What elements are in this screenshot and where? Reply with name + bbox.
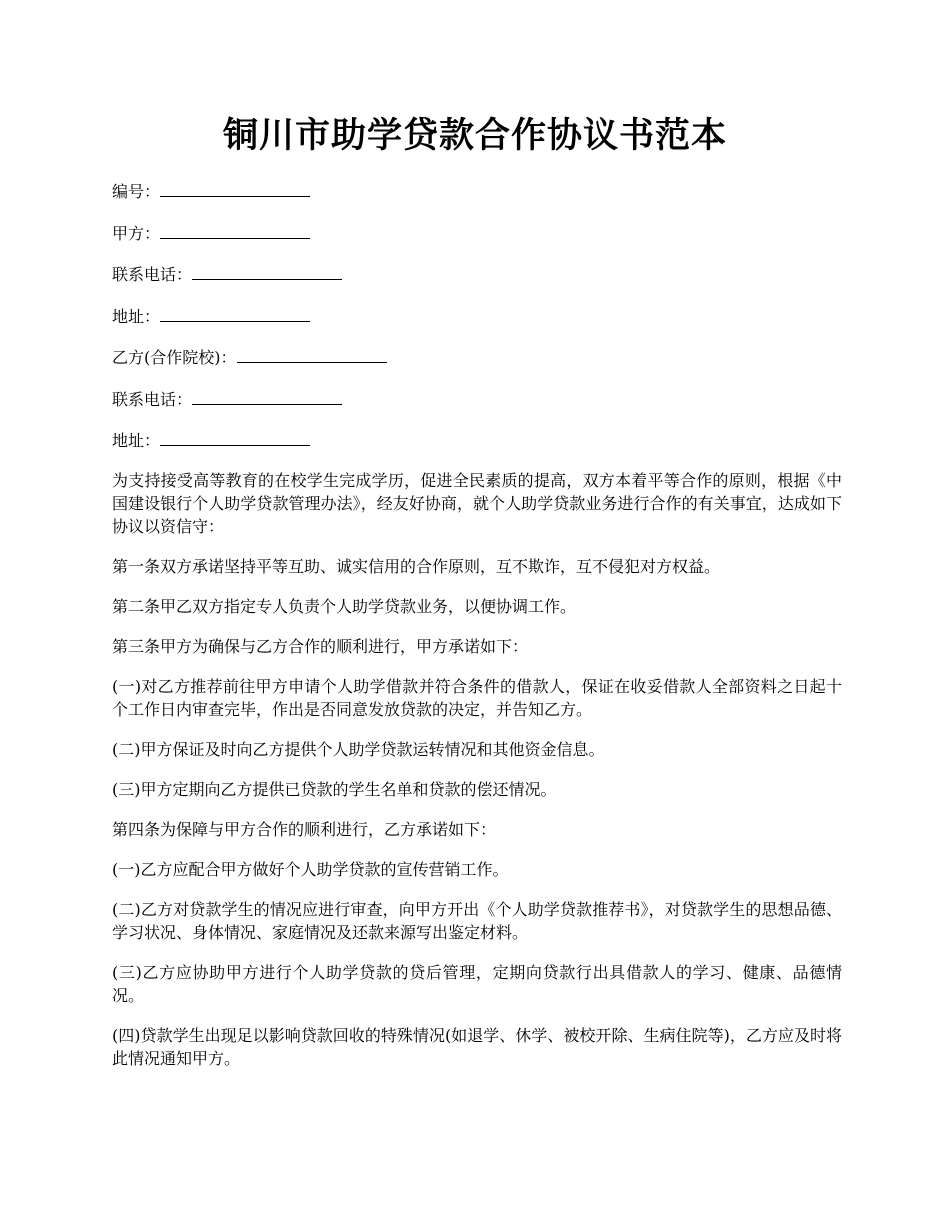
blank-line: [160, 178, 310, 197]
paragraph-article-4-item-1: (一)乙方应配合甲方做好个人助学贷款的宣传营销工作。: [112, 859, 509, 879]
blank-line: [160, 303, 310, 322]
paragraph-preamble: 为支持接受高等教育的在校学生完成学历，促进全民素质的提高，双方本着平等合作的原则，根据《中国建设银行个人助学贷款管理办法》，经友好协商，就个人助学贷款业务进行合作的有关事宜，达成如下协议以资信守：: [112, 470, 842, 536]
paragraph-article-4-item-2: (二)乙方对贷款学生的情况应进行审查，向甲方开出《个人助学贷款推荐书》，对贷款学生的思想品德、学习状况、身体情况、家庭情况及还款来源写出鉴定材料。: [112, 899, 842, 942]
document-title: 铜川市助学贷款合作协议书范本: [222, 115, 727, 156]
paragraph-article-4-item-3: (三)乙方应协助甲方进行个人助学贷款的贷后管理，定期向贷款行出具借款人的学习、健康、品德情况。: [112, 962, 842, 1005]
paragraph-article-3-item-3: (三)甲方定期向乙方提供已贷款的学生名单和贷款的偿还情况。: [112, 779, 557, 799]
field-serial-number: [112, 178, 842, 202]
paragraph-article-2: 第二条甲乙双方指定专人负责个人助学贷款业务，以便协调工作。: [112, 596, 577, 616]
paragraph-article-3-item-1: (一)对乙方推荐前往甲方申请个人助学借款并符合条件的借款人，保证在收妥借款人全部资料之日起十个工作日内审查完毕，作出是否同意发放贷款的决定，并告知乙方。: [112, 676, 842, 719]
field-label: 地址：: [112, 431, 161, 450]
blank-line: [160, 427, 310, 446]
field-party-b-address: [112, 427, 842, 451]
blank-line: [192, 261, 342, 280]
field-label: 甲方：: [112, 223, 161, 243]
field-label: 乙方(合作院校)：: [112, 348, 237, 367]
field-label: 联系电话：: [112, 265, 193, 284]
field-label: 联系电话：: [112, 389, 193, 409]
blank-line: [160, 220, 310, 239]
field-party-b: [112, 344, 842, 368]
field-party-a: [112, 220, 842, 244]
field-party-b-phone: [112, 386, 842, 410]
paragraph-article-4-item-4: (四)贷款学生出现足以影响贷款回收的特殊情况(如退学、休学、被校开除、生病住院等)，乙方应及时将此情况通知甲方。: [112, 1025, 842, 1068]
blank-line: [192, 386, 342, 405]
paragraph-article-4: 第四条为保障与甲方合作的顺利进行，乙方承诺如下：: [112, 819, 497, 839]
document-body: [112, 178, 842, 1087]
field-label: 地址：: [112, 306, 161, 326]
field-party-a-address: [112, 303, 842, 327]
field-party-a-phone: [112, 261, 842, 285]
paragraph-article-3: 第三条甲方为确保与乙方合作的顺利进行，甲方承诺如下：: [112, 636, 529, 656]
field-label: 编号：: [112, 182, 161, 201]
paragraph-article-3-item-2: (二)甲方保证及时向乙方提供个人助学贷款运转情况和其他资金信息。: [112, 739, 605, 759]
blank-line: [237, 344, 387, 363]
paragraph-article-1: 第一条双方承诺坚持平等互助、诚实信用的合作原则，互不欺诈，互不侵犯对方权益。: [112, 556, 721, 576]
